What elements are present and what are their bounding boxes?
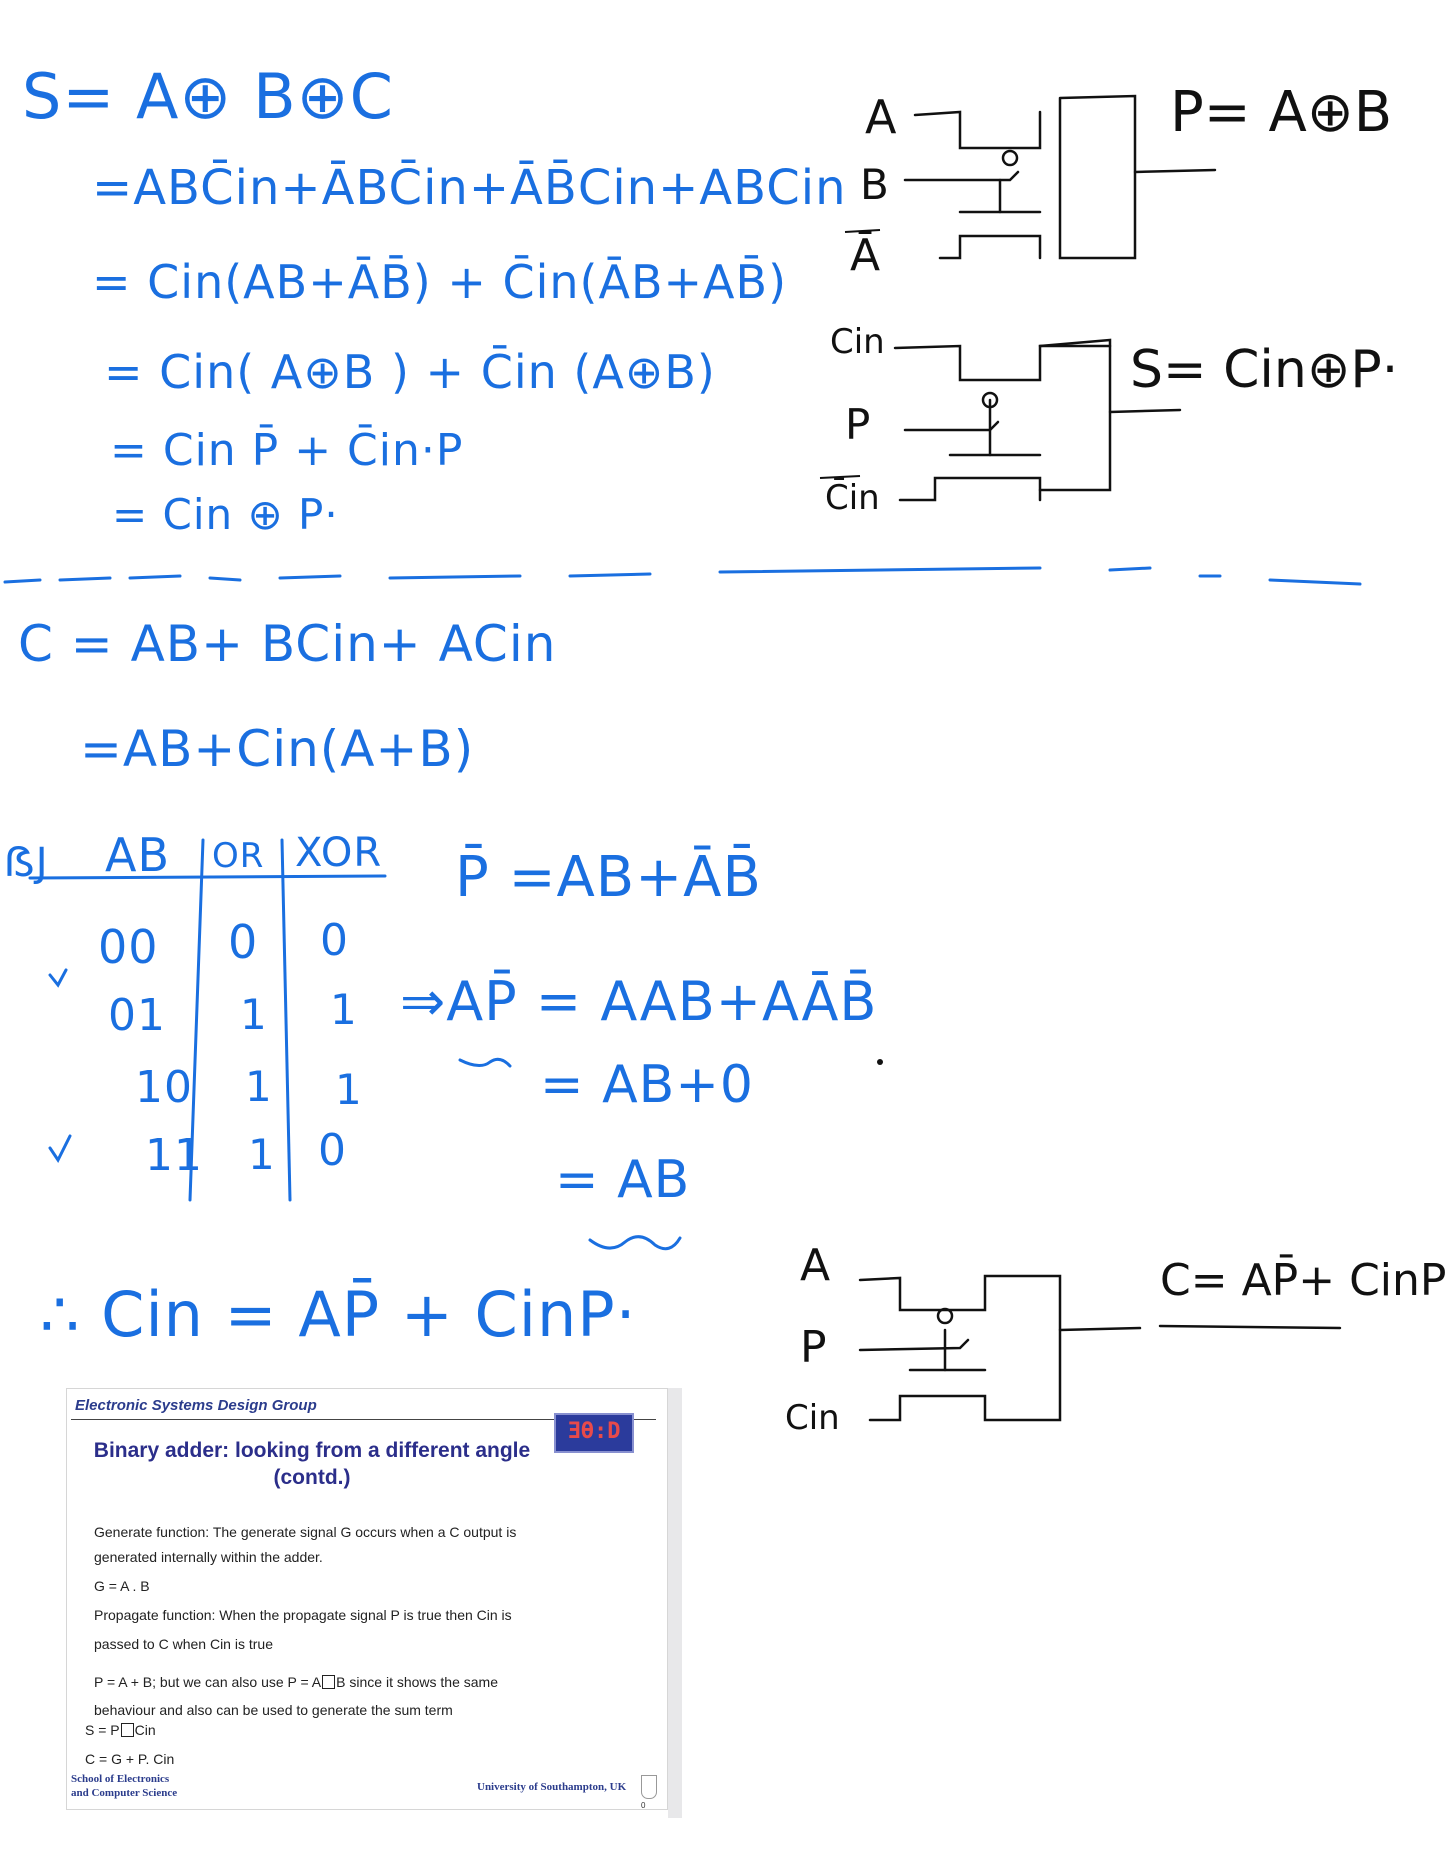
mux2-output: S= Cin⊕P· xyxy=(1130,340,1399,400)
mux1-input-b: B xyxy=(860,160,889,209)
sum-eq-line6: = Cin ⊕ P· xyxy=(112,490,339,539)
mux3-input-p: P xyxy=(800,1322,827,1373)
truth-row-ab: 10 xyxy=(135,1062,193,1113)
slide-shadow xyxy=(668,1388,682,1818)
mux2-input-cin: Cin xyxy=(830,322,885,362)
g-equation: G = A . B xyxy=(94,1578,150,1594)
slide-group-name: Electronic Systems Design Group xyxy=(75,1397,317,1414)
propagate-line2: passed to C when Cin is true xyxy=(94,1636,273,1652)
mux3-output: C= AP̄+ CinP xyxy=(1160,1255,1446,1306)
mux1-input-a: A xyxy=(865,90,897,144)
sum-eq-line2: =ABC̄in+ĀBC̄in+ĀB̄Cin+ABCin xyxy=(92,160,847,216)
s-equation-a: S = P xyxy=(85,1722,120,1738)
carry-eq-line2: =AB+Cin(A+B) xyxy=(80,720,475,778)
slide-title-line1: Binary adder: looking from a different angle xyxy=(93,1439,531,1462)
truth-row-ab: 01 xyxy=(108,990,166,1041)
lecture-slide xyxy=(66,1388,668,1810)
c-equation: C = G + P. Cin xyxy=(85,1751,175,1767)
s-equation-b: Cin xyxy=(134,1722,156,1738)
mux2-input-p: P xyxy=(845,400,871,449)
dashed-separator xyxy=(5,568,1360,584)
footer-school-line1: School of Electronics xyxy=(71,1773,170,1785)
sum-eq-line3: = Cin(AB+ĀB̄) + C̄in(ĀB+AB̄) xyxy=(92,255,788,309)
truth-row-xor: 1 xyxy=(335,1065,363,1114)
mux3-input-a: A xyxy=(800,1240,831,1291)
p-eq-line1: P̄ =AB+ĀB̄ xyxy=(455,845,762,910)
esd-logo-text: ƎƟ:D xyxy=(567,1419,621,1444)
p-equation-b: B since it shows the same xyxy=(336,1674,499,1690)
mux2-input-cin-bar: C̄in xyxy=(825,478,880,518)
truth-row-or: 1 xyxy=(240,990,268,1039)
slide-footer-school xyxy=(71,1772,177,1800)
truth-row-xor: 0 xyxy=(318,1125,347,1176)
truth-row-or: 0 xyxy=(228,915,259,969)
stray-dot xyxy=(877,1059,883,1065)
slide-page-number: 0 xyxy=(641,1801,646,1810)
truth-row-or: 1 xyxy=(248,1130,276,1179)
truth-table-header-xor: XOR xyxy=(295,830,383,876)
behaviour-line: behaviour and also can be used to generate the sum term xyxy=(94,1702,453,1718)
truth-table-marker: ẞJ xyxy=(4,840,49,886)
sum-eq-line5: = Cin P̄ + C̄in·P xyxy=(110,425,464,476)
p-equation-a: P = A + B; but we can also use P = A xyxy=(94,1674,322,1690)
mux-circuits xyxy=(860,96,1340,1420)
truth-table-header-ab: AB xyxy=(105,828,171,882)
mux1-output: P= A⊕B xyxy=(1170,80,1393,145)
propagate-line1: Propagate function: When the propagate signal P is true then Cin is xyxy=(94,1607,512,1623)
p-eq-line2: ⇒AP̄ = AAB+AĀB̄ xyxy=(400,970,878,1033)
university-crest-icon xyxy=(641,1775,657,1799)
p-eq-line3: = AB+0 xyxy=(540,1055,754,1115)
generate-line1: Generate function: The generate signal G occurs when a C output is xyxy=(94,1524,517,1540)
missing-glyph-icon xyxy=(322,1675,335,1689)
carry-eq-line1: C = AB+ BCin+ ACin xyxy=(18,615,557,673)
mux1-input-a-bar: Ā xyxy=(850,230,881,281)
slide-footer-university: University of Southampton, UK xyxy=(477,1781,627,1793)
generate-line2: generated internally within the adder. xyxy=(94,1549,323,1565)
sum-eq-line1: S= A⊕ B⊕C xyxy=(22,60,394,133)
slide-title-line2: (contd.) xyxy=(273,1466,351,1489)
truth-row-ab: 11 xyxy=(145,1130,203,1181)
carry-result: ∴ Cin = AP̄ + CinP· xyxy=(40,1278,637,1351)
s-equation xyxy=(85,1722,156,1738)
truth-table-header-or: OR xyxy=(212,836,265,876)
esd-logo xyxy=(554,1413,634,1453)
slide-title xyxy=(67,1437,557,1491)
footer-school-line2: and Computer Science xyxy=(71,1787,178,1799)
p-equation xyxy=(94,1674,498,1690)
p-eq-line4: = AB xyxy=(555,1150,691,1210)
truth-row-or: 1 xyxy=(245,1062,273,1111)
missing-glyph-icon xyxy=(121,1723,134,1737)
truth-row-xor: 0 xyxy=(320,915,349,966)
truth-row-xor: 1 xyxy=(330,985,358,1034)
mux3-input-cin: Cin xyxy=(785,1398,840,1438)
sum-eq-line4: = Cin( A⊕B ) + C̄in (A⊕B) xyxy=(104,345,716,399)
truth-row-ab: 00 xyxy=(98,920,159,974)
